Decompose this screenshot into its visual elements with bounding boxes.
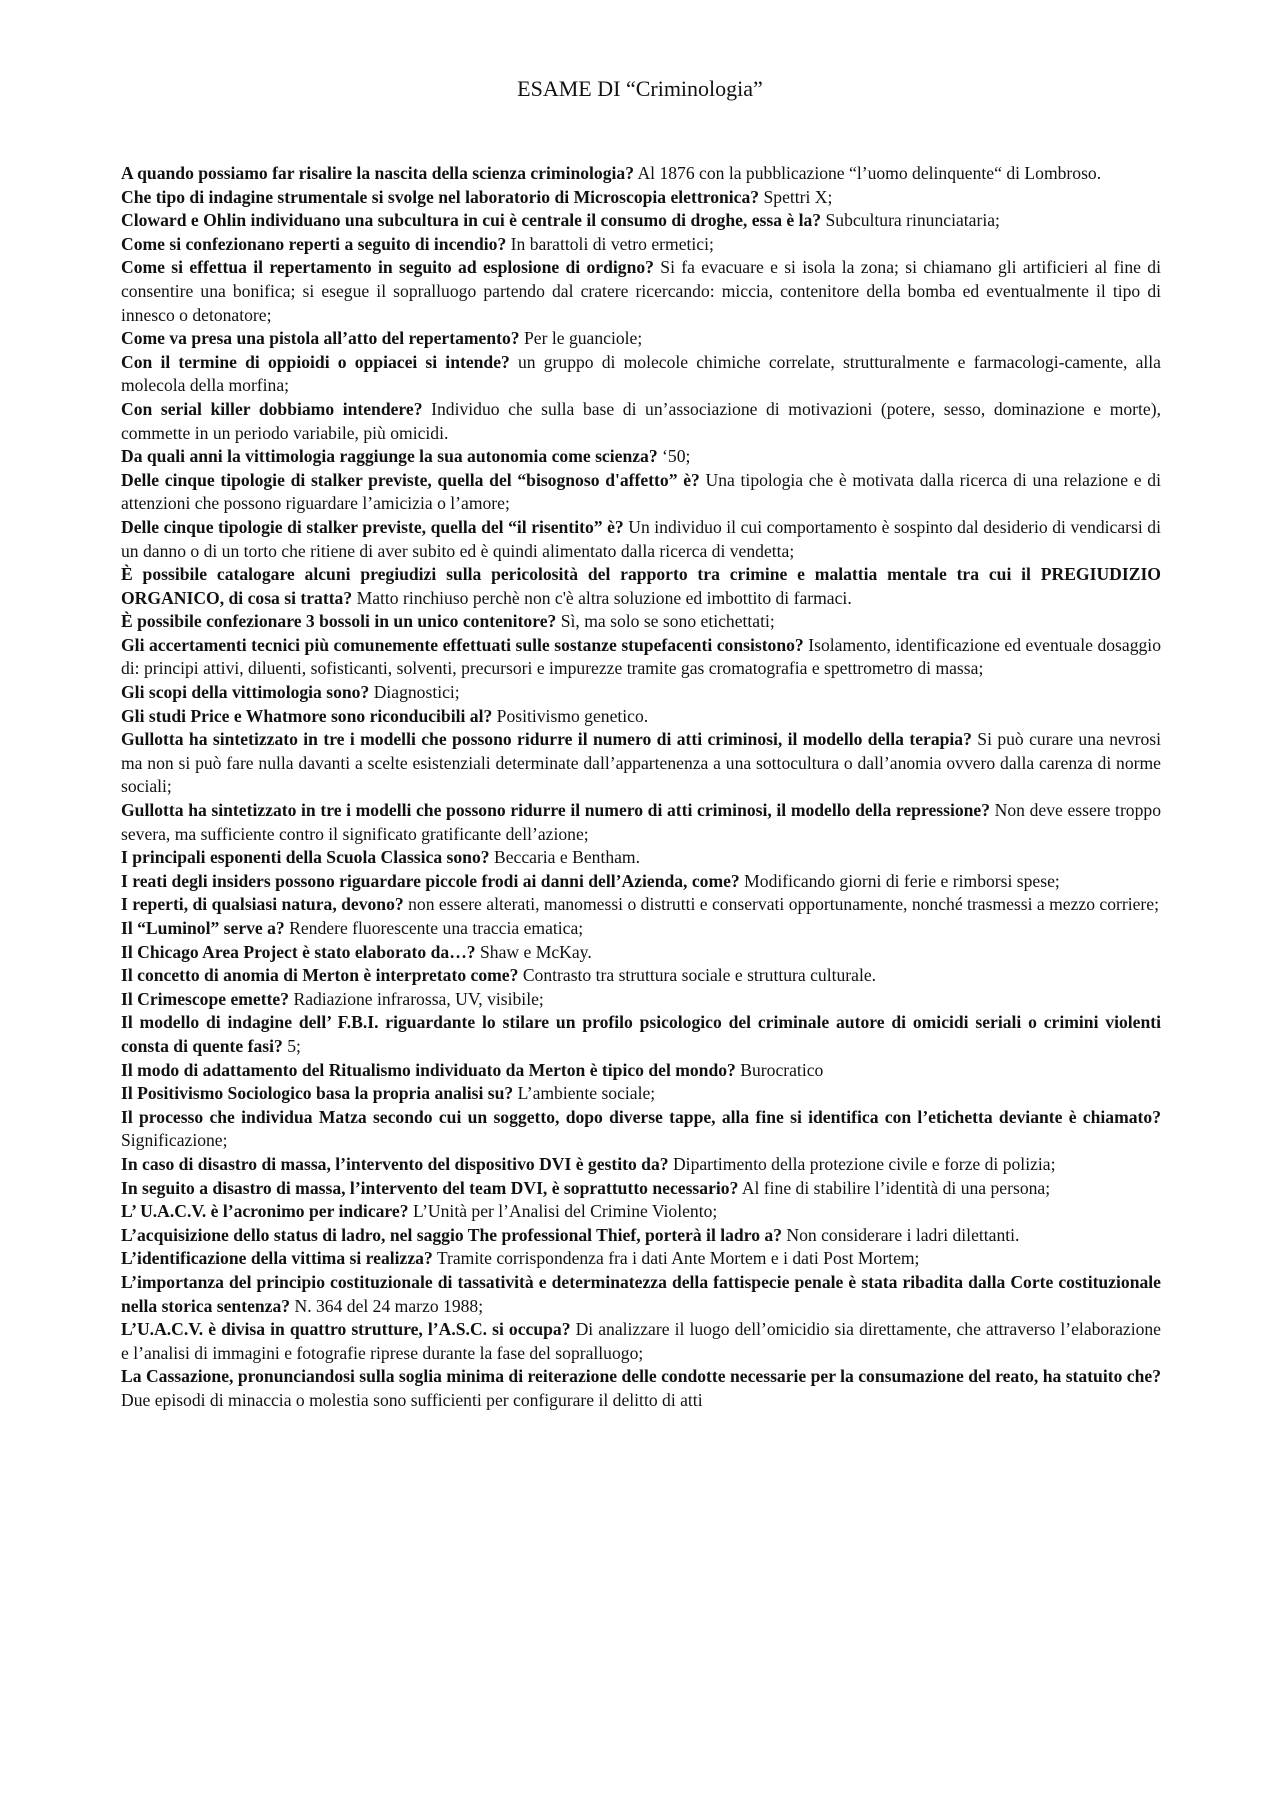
qa-item [121,870,1161,894]
question-text: L’identificazione della vittima si realizza? [121,1248,433,1269]
qa-item [121,705,1161,729]
answer-text: Isolamento, identificazione ed eventuale dosaggio di: principi attivi, diluenti, sofisticanti, solventi, precursori e impurezze tramite gas cromatografia e spettrometro di massa; [121,634,1161,679]
answer-text: Matto rinchiuso perchè non c'è altra soluzione ed imbottito di farmaci. [356,587,852,608]
qa-list [121,162,1161,1412]
answer-text: non essere alterati, manomessi o distrutti e conservati opportunamente, nonché trasmessi a mezzo corriere; [408,894,1159,915]
question-text: A quando possiamo far risalire la nascita della scienza criminologia? [121,163,635,183]
answer-text: Al fine di stabilire l’identità di una persona; [741,1177,1051,1198]
document-title: ESAME DI “Criminologia” [517,76,763,101]
answer-text: In barattoli di vetro ermetici; [510,233,714,254]
answer-text: Si fa evacuare e si isola la zona; si chiamano gli artificieri al fine di consentire una bonifica; si esegue il sopralluogo partendo dal cratere ricercando: miccia, contenitore della bomba ed eventualmente il tipo di innesco o detonatore; [121,257,1161,325]
qa-item [121,988,1161,1012]
answer-text: Shaw e McKay. [480,941,592,962]
question-text: Il Positivismo Sociologico basa la propria analisi su? [121,1083,514,1104]
question-text: I reperti, di qualsiasi natura, devono? [121,894,404,915]
question-text: Con serial killer dobbiamo intendere? [121,398,423,419]
question-text: È possibile catalogare alcuni pregiudizi sulla pericolosità del rapporto tra crimine e malattia mentale tra cui il PREGIUDIZIO ORGANICO, di cosa si tratta? [121,564,1161,608]
qa-item [121,728,1161,799]
answer-text: Due episodi di minaccia o molestia sono sufficienti per configurare il delitto di atti [121,1389,703,1410]
qa-item [121,681,1161,705]
qa-item [121,964,1161,988]
answer-text: N. 364 del 24 marzo 1988; [294,1295,484,1316]
question-text: In caso di disastro di massa, l’intervento del dispositivo DVI è gestito da? [121,1153,669,1174]
question-text: L’ U.A.C.V. è l’acronimo per indicare? [121,1201,409,1222]
answer-text: 5; [287,1035,301,1056]
qa-item [121,610,1161,634]
qa-item [121,445,1161,469]
answer-text: Individuo che sulla base di un’associazione di motivazioni (potere, sesso, dominazione e morte), commette in un periodo variabile, più omicidi. [121,398,1161,443]
qa-item [121,398,1161,445]
question-text: Il modo di adattamento del Ritualismo individuato da Merton è tipico del mondo? [121,1059,736,1080]
question-text: Delle cinque tipologie di stalker previste, quella del “il risentito” è? [121,516,624,537]
qa-item [121,799,1161,846]
qa-item [121,1106,1161,1153]
answer-text: Beccaria e Bentham. [493,847,641,868]
qa-item [121,1365,1161,1412]
answer-text: Diagnostici; [373,682,460,703]
question-text: Come va presa una pistola all’atto del repertamento? [121,328,520,349]
answer-text: Spettri X; [763,186,833,207]
qa-item [121,1271,1161,1318]
question-text: Come si confezionano reperti a seguito di incendio? [121,233,507,254]
answer-text: Dipartimento della protezione civile e forze di polizia; [672,1153,1056,1174]
qa-item [121,1247,1161,1271]
answer-text: Sì, ma solo se sono etichettati; [560,611,775,632]
question-text: Delle cinque tipologie di stalker previste, quella del “bisognoso d'affetto” è? [121,469,700,490]
qa-item [121,1224,1161,1248]
qa-item [121,1177,1161,1201]
answer-text: Non considerare i ladri dilettanti. [786,1224,1020,1245]
answer-text: Un individuo il cui comportamento è sospinto dal desiderio di vendicarsi di un danno o di un torto che ritiene di aver subito ed è quindi alimentato dalla ricerca di vendetta; [121,516,1161,561]
qa-item [121,563,1161,610]
answer-text: Rendere fluorescente una traccia ematica; [289,918,584,938]
answer-text: Tramite corrispondenza fra i dati Ante Mortem e i dati Post Mortem; [436,1248,920,1269]
qa-item [121,351,1161,398]
question-text: È possibile confezionare 3 bossoli in un unico contenitore? [121,611,557,632]
question-text: Il concetto di anomia di Merton è interpretato come? [121,965,519,986]
qa-item [121,1153,1161,1177]
question-text: Come si effettua il repertamento in seguito ad esplosione di ordigno? [121,257,654,278]
qa-item [121,1200,1161,1224]
question-text: Gli scopi della vittimologia sono? [121,682,370,703]
answer-text: Di analizzare il luogo dell’omicidio sia direttamente, che attraverso l’elaborazione e l’analisi di immagini e fotografie riprese durante la fase del sopralluogo; [121,1319,1161,1363]
question-text: Il “Luminol” serve a? [121,918,285,938]
qa-item [121,516,1161,563]
qa-item [121,1082,1161,1106]
question-text: Con il termine di oppioidi o oppiacei si intende? [121,351,510,372]
qa-item [121,846,1161,870]
question-text: Il processo che individua Matza secondo cui un soggetto, dopo diverse tappe, alla fine si identifica con l’etichetta deviante è chiamato? [121,1106,1161,1127]
question-text: I reati degli insiders possono riguardare piccole frodi ai danni dell’Azienda, come? [121,870,740,891]
qa-item [121,256,1161,327]
qa-item [121,634,1161,681]
question-text: Cloward e Ohlin individuano una subcultura in cui è centrale il consumo di droghe, essa è la? [121,210,822,231]
qa-item [121,941,1161,965]
question-text: La Cassazione, pronunciandosi sulla soglia minima di reiterazione delle condotte necessarie per la consumazione del reato, ha statuito che? [121,1366,1161,1387]
answer-text: L’Unità per l’Analisi del Crimine Violento; [412,1201,718,1222]
answer-text: Modificando giorni di ferie e rimborsi spese; [744,870,1060,891]
qa-item [121,893,1161,917]
qa-item [121,469,1161,516]
question-text: Il modello di indagine dell’ F.B.I. riguardante lo stilare un profilo psicologico del criminale autore di omicidi seriali o crimini violenti consta di quente fasi? [121,1012,1161,1056]
answer-text: Contrasto tra struttura sociale e struttura culturale. [522,965,877,986]
qa-item [121,209,1161,233]
question-text: L’importanza del principio costituzionale di tassatività e determinatezza della fattispecie penale è stata ribadita dalla Corte costituzionale nella storica sentenza? [121,1271,1161,1316]
qa-item [121,1011,1161,1058]
qa-item [121,1318,1161,1365]
answer-text: Non deve essere troppo severa, ma sufficiente contro il significato gratificante dell’azione; [121,800,1161,844]
answer-text: Radiazione infrarossa, UV, visibile; [293,988,544,1009]
answer-text: Subcultura rinunciataria; [825,210,1000,231]
question-text: In seguito a disastro di massa, l’intervento del team DVI, è soprattutto necessario? [121,1177,739,1198]
question-text: I principali esponenti della Scuola Classica sono? [121,847,490,868]
question-text: Gullotta ha sintetizzato in tre i modelli che possono ridurre il numero di atti criminosi, il modello della terapia? [121,729,972,750]
answer-text: Una tipologia che è motivata dalla ricerca di una relazione e di attenzioni che possono riguardare l’amicizia o l’amore; [121,469,1161,514]
question-text: Da quali anni la vittimologia raggiunge la sua autonomia come scienza? [121,446,658,467]
answer-text: Significazione; [121,1130,228,1151]
question-text: Gli accertamenti tecnici più comunemente effettuati sulle sostanze stupefacenti consistono? [121,634,804,655]
question-text: Gli studi Price e Whatmore sono riconducibili al? [121,705,493,726]
question-text: Gullotta ha sintetizzato in tre i modelli che possono ridurre il numero di atti criminosi, il modello della repressione? [121,800,991,821]
answer-text: Si può curare una nevrosi ma non si può fare nulla davanti a scelte esistenziali determinate dall’appartenenza a una sottocultura o dall’anomia ovvero dalla carenza di norme sociali; [121,729,1161,797]
question-text: L’U.A.C.V. è divisa in quattro strutture, l’A.S.C. si occupa? [121,1319,571,1340]
answer-text: Per le guanciole; [524,328,643,349]
answer-text: Burocratico [740,1059,824,1080]
qa-item [121,186,1161,210]
qa-item [121,1059,1161,1083]
question-text: Che tipo di indagine strumentale si svolge nel laboratorio di Microscopia elettronica? [121,186,760,207]
answer-text: L’ambiente sociale; [517,1083,656,1104]
answer-text: ‘50; [662,446,691,467]
answer-text: un gruppo di molecole chimiche correlate, strutturalmente e farmacologi-camente, alla molecola della morfina; [121,351,1161,396]
question-text: Il Chicago Area Project è stato elaborato da…? [121,941,476,962]
question-text: Il Crimescope emette? [121,988,290,1009]
qa-item [121,162,1161,186]
qa-item [121,327,1161,351]
answer-text: Positivismo genetico. [496,705,649,726]
answer-text: Al 1876 con la pubblicazione “l’uomo delinquente“ di Lombroso. [637,163,1102,183]
question-text: L’acquisizione dello status di ladro, nel saggio The professional Thief, porterà il ladro a? [121,1224,782,1245]
qa-item [121,917,1161,941]
qa-item [121,233,1161,257]
